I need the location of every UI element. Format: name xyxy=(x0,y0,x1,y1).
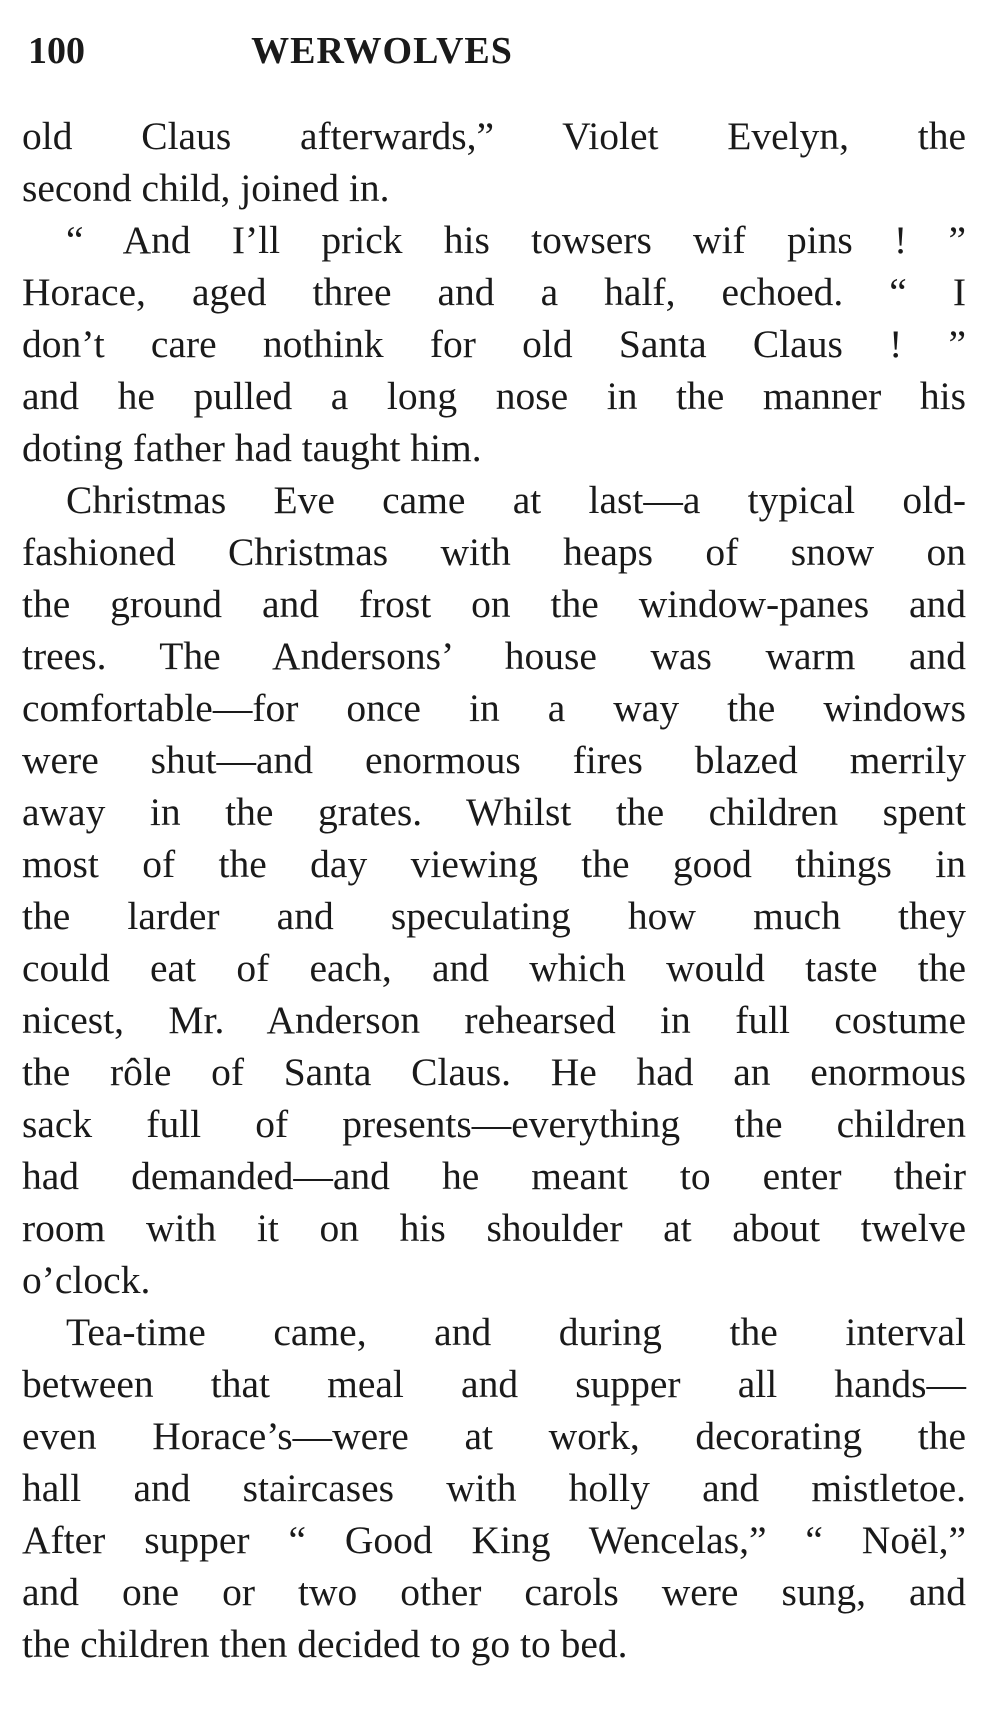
text-line: even Horace’s—were at work, decorating the xyxy=(22,1414,966,1458)
text-line: room with it on his shoulder at about twelve xyxy=(22,1206,966,1250)
text-line: comfortable—for once in a way the windows xyxy=(22,686,966,730)
paragraph xyxy=(22,110,966,214)
paragraph xyxy=(22,474,966,1306)
text-line: Christmas Eve came at last—a typical old- xyxy=(66,478,966,522)
text-line: had demanded—and he meant to enter their xyxy=(22,1154,966,1198)
text-line: fashioned Christmas with heaps of snow on xyxy=(22,530,966,574)
text-line: old Claus afterwards,” Violet Evelyn, the xyxy=(22,114,966,158)
page-header xyxy=(22,22,966,80)
text-line: After supper “ Good King Wencelas,” “ Noël,” xyxy=(22,1518,966,1562)
book-page xyxy=(22,22,966,1670)
text-line: away in the grates. Whilst the children spent xyxy=(22,790,966,834)
paragraph xyxy=(22,214,966,474)
text-line: trees. The Andersons’ house was warm and xyxy=(22,634,966,678)
text-line: Tea-time came, and during the interval xyxy=(66,1310,966,1354)
text-line: were shut—and enormous fires blazed merrily xyxy=(22,738,966,782)
page-number: 100 xyxy=(28,30,85,72)
text-line: sack full of presents—everything the children xyxy=(22,1102,966,1146)
body-text xyxy=(22,110,966,1670)
text-line: between that meal and supper all hands— xyxy=(22,1362,966,1406)
text-line: most of the day viewing the good things in xyxy=(22,842,966,886)
text-line: hall and staircases with holly and mistletoe. xyxy=(22,1466,966,1510)
text-line: could eat of each, and which would taste the xyxy=(22,946,966,990)
text-line: the ground and frost on the window-panes and xyxy=(22,582,966,626)
running-title: WERWOLVES xyxy=(251,30,513,72)
text-line: second child, joined in. xyxy=(22,166,390,210)
text-line: nicest, Mr. Anderson rehearsed in full costume xyxy=(22,998,966,1042)
text-line: the rôle of Santa Claus. He had an enormous xyxy=(22,1050,966,1094)
text-line: don’t care nothink for old Santa Claus ! ” xyxy=(22,322,966,366)
paragraph xyxy=(22,1306,966,1670)
text-line: o’clock. xyxy=(22,1258,151,1302)
text-line: “ And I’ll prick his towsers wif pins ! ” xyxy=(66,218,966,262)
text-line: the larder and speculating how much they xyxy=(22,894,966,938)
text-line: and he pulled a long nose in the manner his xyxy=(22,374,966,418)
text-line: Horace, aged three and a half, echoed. “ I xyxy=(22,270,966,314)
text-line: and one or two other carols were sung, and xyxy=(22,1570,966,1614)
text-line: doting father had taught him. xyxy=(22,426,482,470)
text-line: the children then decided to go to bed. xyxy=(22,1622,628,1666)
